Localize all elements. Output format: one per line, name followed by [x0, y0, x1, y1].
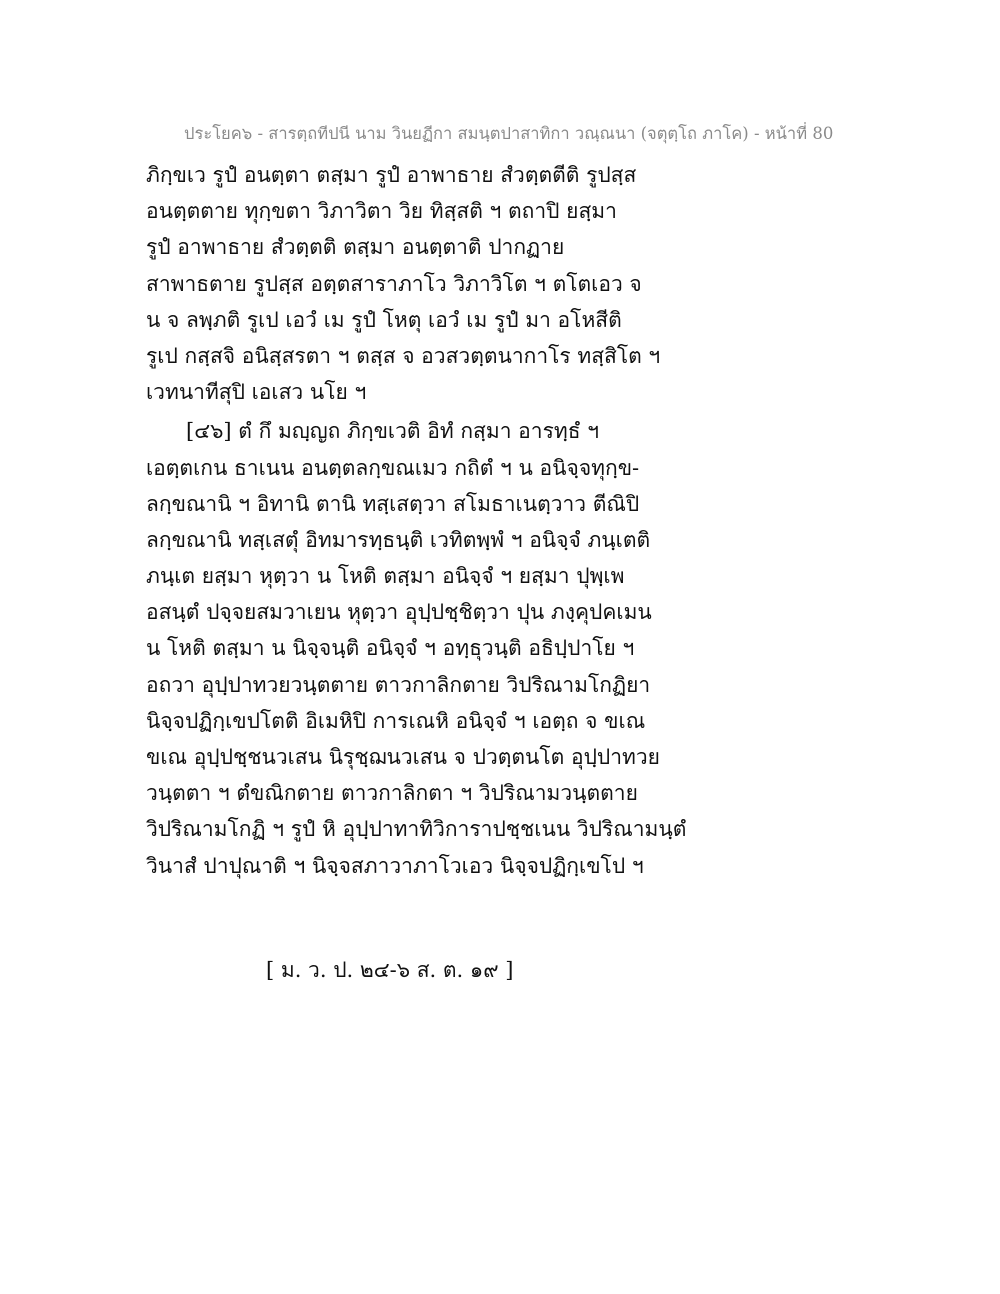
text-line: ลกฺขณานิ ทสฺเสตุํ อิทมารทฺธนฺติ เวทิตพฺพํ ฯ อนิจฺจํ ภนฺเตติ	[146, 527, 651, 552]
text-line: เอตฺตเกน ธาเนน อนตฺตลกฺขณเมว กถิตํ ฯ น อนิจฺจทุกฺข-	[146, 455, 640, 480]
text-line: ขเณ อุปฺปชฺชนวเสน นิรุชฺฌนวเสน จ ปวตฺตนโต อุปฺปาทวย	[146, 745, 660, 769]
text-line: สาพาธตาย รูปสฺส อตฺตสาราภาโว วิภาวิโต ฯ ตโตเอว จ	[146, 271, 642, 296]
text-line: น โหติ ตสฺมา น นิจฺจนฺติ อนิจฺจํ ฯ อทฺธุวนฺติ อธิปฺปาโย ฯ	[146, 636, 635, 661]
text-line: ลกฺขณานิ ฯ อิทานิ ตานิ ทสฺเสตฺวา สโมธาเนตฺวาว ตีณิปิ	[146, 491, 640, 516]
text-line: เวทนาทีสุปิ เอเสว นโย ฯ	[146, 380, 367, 405]
text-line: ภนฺเต ยสฺมา หุตฺวา น โหติ ตสฺมา อนิจฺจํ ฯ ยสฺมา ปุพฺเพ	[146, 564, 625, 589]
text-line: วิปริณามโกฏิ ฯ รูปํ หิ อุปฺปาทาทิวิการาปชฺชเนน วิปริณามนฺตํ	[146, 817, 687, 842]
page-header: ประโยค๖ - สารตฺถทีปนี นาม วินยฏีกา สมนฺตปาสาทิกา วณฺณนา (จตุตฺโถ ภาโค) - หน้าที่ 80	[184, 124, 834, 143]
body-text	[146, 157, 706, 884]
text-line: รูเป กสฺสจิ อนิสฺสรตา ฯ ตสฺส จ อวสวตฺตนากาโร ทสฺสิโต ฯ	[146, 343, 661, 368]
text-line: อถวา อุปฺปาทวยวนฺตตาย ตาวกาลิกตาย วิปริณามโกฏิยา	[146, 672, 651, 697]
text-line: อนตฺตตาย ทุกฺขตา วิภาวิตา วิย ทิสฺสติ ฯ ตถาปิ ยสฺมา	[146, 199, 617, 224]
text-line: นิจฺจปฏิกฺเขปโตติ อิเมหิปิ การเณหิ อนิจฺจํ ฯ เอตฺถ จ ขเณ	[146, 708, 646, 733]
text-line: วนฺตตา ฯ ตํขณิกตาย ตาวกาลิกตา ฯ วิปริณามวนฺตตาย	[146, 781, 638, 806]
text-line: ภิกฺขเว รูปํ อนตฺตา ตสฺมา รูปํ อาพาธาย สํวตฺตตีติ รูปสฺส	[146, 163, 637, 187]
text-line: อสนฺตํ ปจฺจยสมวาเยน หุตฺวา อุปฺปชฺชิตฺวา ปุน ภงฺคุปคเมน	[146, 600, 652, 625]
text-line: รูปํ อาพาธาย สํวตฺตติ ตสฺมา อนตฺตาติ ปากฏาย	[146, 235, 565, 260]
text-line: วินาสํ ปาปุณาติ ฯ นิจฺจสภาวาภาโวเอว นิจฺจปฏิกฺเขโป ฯ	[146, 853, 644, 878]
text-line: น จ ลพฺภติ รูเป เอวํ เม รูปํ โหตุ เอวํ เม รูปํ มา อโหสีติ	[146, 307, 622, 332]
paragraph-number-line: [๔๖] ตํ กึ มญฺญถ ภิกฺขเวติ อิทํ กสฺมา อารทฺธํ ฯ	[186, 419, 599, 444]
reference-citation: [ ม. ว. ป. ๒๔-๖ ส. ต. ๑๙ ]	[266, 958, 514, 982]
